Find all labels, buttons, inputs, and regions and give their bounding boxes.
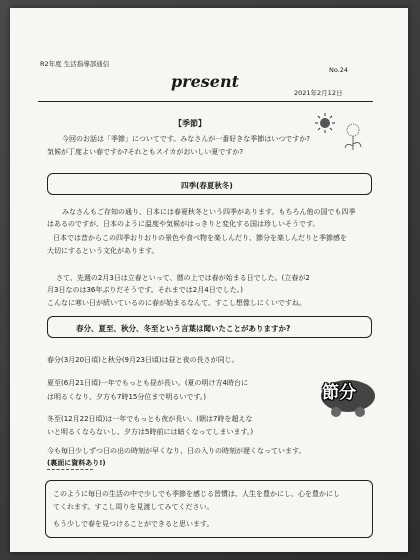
closing-line: もう少しで春を見つけることができると思います。 xyxy=(53,520,214,528)
body-line: 大切にするという文化があります。 xyxy=(47,247,159,255)
body-line: 月3日なのは36年ぶりだそうです。それまでは2月4日でした。) xyxy=(47,286,243,294)
body-line: さて、先週の2月3日は立春といって、暦の上では春が始まる日でした。(立春が2 xyxy=(56,274,310,282)
sunrise-line: 今も毎日少しずつ日の出の時刻が早くなり、日の入りの時刻が遅くなっています。 xyxy=(47,447,306,455)
closing-line: てくれます。すこし周りを見渡してみてください。 xyxy=(53,503,214,511)
note-underline xyxy=(47,469,93,470)
box-solstice-question-label: 春分、夏至、秋分、冬至という言葉は聞いたことがありますか? xyxy=(76,324,291,333)
newsletter-title: present xyxy=(170,72,239,91)
equinox-line: 春分(3月20日頃)と秋分(9月23日頃)は昼と夜の長さが同じ。 xyxy=(47,356,239,364)
winter-solstice-line: 冬至(12月22日頃)は一年でもっとも夜が長い。(朝は7時を超えな xyxy=(47,415,253,423)
newsletter-series: R2年度 生活指導部通信 xyxy=(40,60,110,68)
closing-line: このように毎日の生活の中で少しでも季節を感じる習慣は、人生を豊かにし、心を豊かにし xyxy=(53,490,340,498)
body-line: 日本では昔からこの四季おりおりの景色や食べ物を楽しんだり、節分を楽しんだりと季節感を xyxy=(53,234,347,242)
see-reverse-note: (裏面に資料あり!) xyxy=(47,459,106,467)
sun-icon xyxy=(314,112,336,134)
dandelion-icon xyxy=(340,122,366,152)
issue-number: No.24 xyxy=(329,66,349,74)
issue-date: 2021年2月12日 xyxy=(294,89,343,97)
header-rule xyxy=(38,101,373,102)
section-title-season: 【季節】 xyxy=(174,119,206,128)
intro-line: 今回のお話は「季節」についてです。みなさんが一番好きな季節はいつですか? xyxy=(62,135,311,143)
body-line: はあるのですが、日本のように温度や気候がはっきりと変化する国は珍しいそうです。 xyxy=(47,220,320,228)
body-line: みなさんもご存知の通り、日本には春夏秋冬という四季があります。もちろん他の国でも四季 xyxy=(62,208,356,216)
setsubun-text: 節分 xyxy=(322,383,356,403)
winter-solstice-line: いと明るくならないし、夕方は5時前には暗くなってしまいます。) xyxy=(47,428,254,436)
intro-line: 気候が丁度よい春ですか?それともスイカがおいしい夏ですか? xyxy=(47,148,244,156)
summer-solstice-line: 夏至(6月21日頃)一年でもっとも昼が長い。(夏の明け方4時台に xyxy=(47,379,249,387)
box-four-seasons-label: 四季(春夏秋冬) xyxy=(181,181,233,190)
summer-solstice-line: は明るくなり、夕方も7時15分位まで明るいです。) xyxy=(47,393,207,401)
body-line: こんなに寒い日が続いているのに春が始まるなんて、すこし想像しにくいですね。 xyxy=(47,299,306,307)
